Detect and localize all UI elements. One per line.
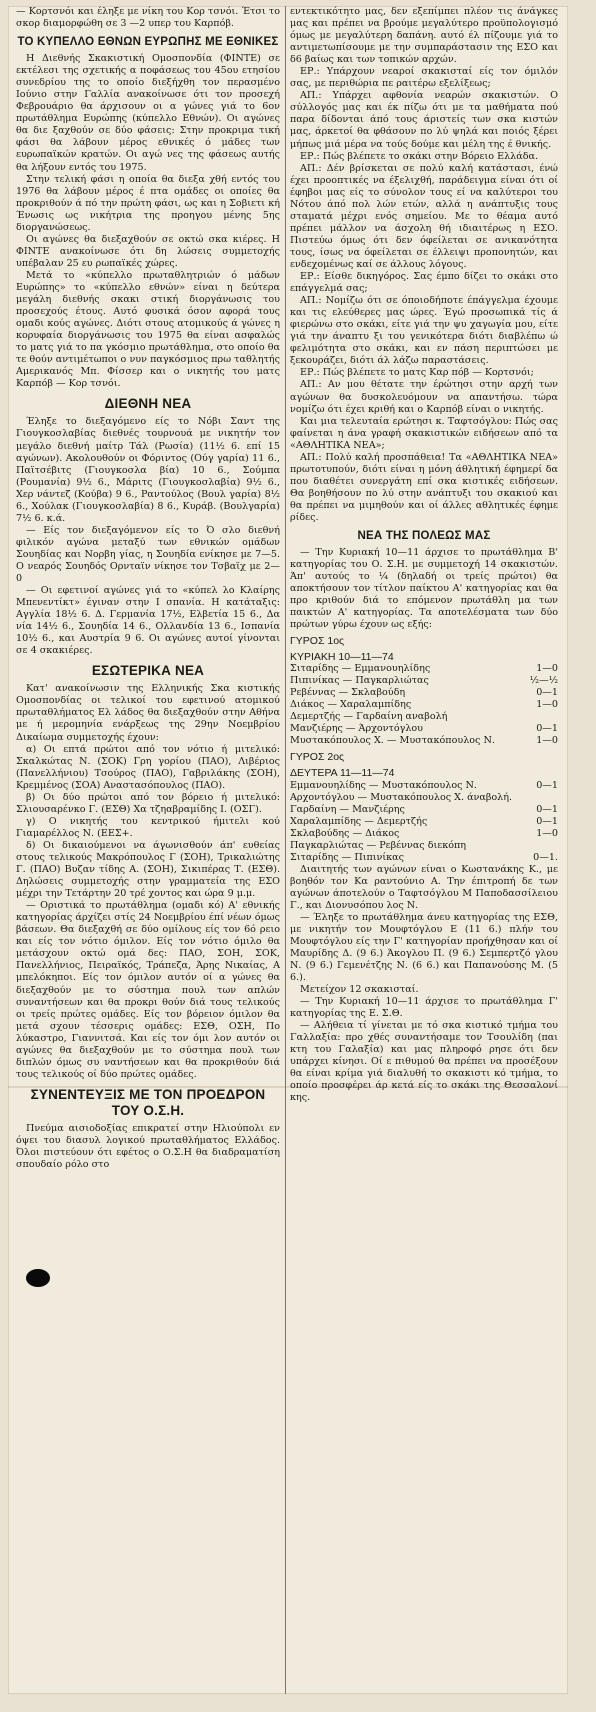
round1-results — [290, 663, 558, 747]
intl-news-headline: ΔΙΕΘΝΗ ΝΕΑ — [104, 396, 192, 412]
game-result-row — [290, 687, 558, 699]
domestic-news-headline: ΕΣΩΤΕΡΙΚΑ ΝΕΑ — [91, 663, 205, 679]
cup-headline: ΤΟ ΚΥΠΕΛΛΟ ΕΘΝΩΝ ΕΥΡΩΠΗΣ ΜΕ ΕΘΝΙΚΕΣ — [17, 36, 279, 49]
game-result-row — [290, 792, 558, 804]
game-pairing: Σιταρίδης — Εμμανουηλίδης — [290, 663, 431, 675]
interview-question: ΕΡ.: Πώς βλέπετε το σκάκι στην Βόρειο Ελλάδα. — [300, 150, 539, 162]
round-date: ΚΥΡΙΑΚΗ 10—11—74 — [290, 651, 394, 664]
game-pairing: Δεμερτζής — Γαρδαίνη αναβολή — [290, 711, 448, 723]
interview-answer: ΑΠ.: Νομίζω ότι σε όποιοδήποτε έπάγγελμα έχουμε και τις ελεύθερες μας ώρες. Έγώ προσωπικά τίς ά φιερώνω στο σκάκι, είτε γιά την ψυ χαγωγία μου, είτε γιά την άναπτυ ξι του γενικότερα διότι διαβλέπω ώ φελιμότητα στο σκάκι, και εν πάση περιπτώσει με ξεκουράζει, διότι άλ λάζω παραστάσεις. — [290, 295, 558, 367]
round-label: ΓΥΡΟΣ 1ος — [290, 635, 345, 648]
game-score — [524, 840, 558, 852]
intl-paragraph: — Οι εφετινοί αγώνες γιά το «κύπελ λο Κλαίρης Μπενεντίκτ» έγιναν στην Ι σπανία. Η κατάταξις: Αγγλία 18½ 6. Δ. Γερμανία 17½, Ελβετία 15 6., Δα νία 14½ 6., Σουηδία 14 6., Ολλανδία 13 6., Ισπανία 10½ 6., και Αυστρία 9 6. Οι αγώνες αυτοί γίνονται σε 4 σκακιέρες. — [16, 585, 280, 657]
intro-text: — Κορτσνόι και έληξε με νίκη του Κορ τσνόι. Έτσι το σκορ διαμορφώθη σε 3 —2 υπερ του Καρπόβ. — [16, 6, 280, 30]
domestic-paragraph: β) Οι δύο πρώτοι από τον βόρειο ή μιτελικό: Σλιουσαρένκο Γ. (ΕΣΘ) Χα τζηαβραμίδης Ι. (ΟΣΓ). — [16, 791, 280, 815]
game-result-row — [290, 663, 558, 675]
interview-headline: ΣΥΝΕΝΤΕΥΞΙΣ ΜΕ ΤΟΝ ΠΡΟΕΔΡΟΝ ΤΟΥ Ο.Σ.Η. — [30, 1086, 266, 1118]
city-paragraph: — Έληξε το πρωτάθλημα άνευ κατηγορίας της ΕΣΘ, με νικητήν τον Μουφτόγλου Ε (11 6.) πλήν του Μουφτόγλου είς την Γ' κατηγορίαν προήχθησαν και οί Μαυρίδης Δ. (9 6.) Άκογλου Π. (9 6.) Σεμπερτζό γλου Ν. (9 6.) Γεμενέτζης Ν. (6 6.) και Παπανούσης Μ. (5 6.). — [290, 911, 558, 983]
game-score: 0—1 — [536, 815, 558, 827]
game-pairing: Χαραλαμπίδης — Δεμερτζής — [290, 815, 428, 827]
game-score: 0—1. — [533, 851, 558, 863]
game-pairing: Σκλαβούδης — Διάκος — [290, 827, 400, 839]
round-date: ΔΕΥΤΕΡΑ 11—11—74 — [290, 767, 395, 780]
intl-paragraph: — Είς τον διεξαγόμενον είς το Ό σλο διεθνή φιλικόν αγώνα μεταξύ των εθνικών ομάδων Σουηδίας και Νορβη γίας, η Σουηδία ενίκησε με 7—5. Ο νεαρός Σουηδός Ορνταϊν νίκησε τον Τσβαϊχ με 2—0 — [16, 524, 280, 585]
interview-question: ΕΡ.: Πώς βλέπετε το ματς Καρ πόβ — Κορτσνόι; — [300, 367, 534, 379]
city-paragraph: Διαιτητής των αγώνων είναι ο Κωστανάκης Κ., με βοηθόν τον Κα ραντούνιο Α. Την έπιτροπή δε των αγώνων άποτελούν ο Ταφτσόγλου Μ Παποδασσίλειου Γ., και Διονυσόπου λος Ν. — [290, 863, 558, 911]
interview-question: ΕΡ.: Είσθε δικηγόρος. Σας έμπο δίζει το σκάκι στο επάγγελμά σας; — [290, 271, 558, 295]
game-pairing: Μανζιέρης — Άρχοντόγλου — [290, 723, 424, 735]
interview-answer: ΑΠ.: Πολύ καλή προσπάθεια! Τα «ΑΘΛΗΤΙΚΑ ΝΕΑ» πρωτοτυπούν, διότι είναι η μόνη άθλητική έφημερί δα που διαθέτει συνεργάτη επί σκα κιστικές ειδήσεων. Θα βοηθήσουν πο λύ στην ανάπτυξι του σκακιού και θα πρέπει να μιμηθούν και οί άλλες αθλητικές έφημε ρίδες. — [290, 451, 558, 523]
column-divider — [285, 6, 286, 1694]
round2-results — [290, 780, 558, 864]
game-score: 1—0 — [536, 735, 558, 747]
game-result-row — [290, 699, 558, 711]
cup-paragraph: Οι αγώνες θα διεξαχθούν σε οκτώ σκα κιέρες. Η ΦΙΝΤΕ ανακοίνωσε ότι δη λώσεις συμμετοχής υπέβαλαν 25 ευ ρωπαϊκές χώρες. — [16, 233, 280, 269]
game-score: ½—½ — [529, 675, 558, 687]
game-result-row — [290, 711, 558, 723]
game-result-row — [290, 735, 558, 747]
game-result-row — [290, 804, 558, 816]
game-result-row — [290, 780, 558, 792]
game-pairing: Σιταρίδης — Πιπινίκας — [290, 851, 404, 863]
city-news-headline: ΝΕΑ ΤΗΣ ΠΟΛΕΩΣ ΜΑΣ — [357, 530, 491, 543]
intl-paragraph: Έληξε το διεξαγόμενο είς το Νόβι Σαντ της Γιουγκοσλαβίας διεθνές τουρνουά με νικητήν τον μεγάλο διεθνή μαίτρ Τάλ (Ρωσία) (11½ 6. επί 15 αγώνων). Ακολουθούν οι Φόριντος (Ούγ γαρία) 11 6., Παϊτσέβιτς (Γιουγκοσλα βία) 10 6., Σούμπα (Ρουμανία) 9½ 6., Μάριτς (Γιουγκοσλαβία) 9½ 6., Χερ νάντεζ (Κούβα) 9 6., Ραντούλος (Βουλ γαρία) 8½ 6., Χούλακ (Γιουγκοσλαβία) 8 6., Κυράβ. (Βουλγαρία) 7½ 6. κ.ά. — [16, 416, 280, 524]
game-result-row — [290, 828, 558, 840]
game-pairing: Εμμανουηλίδης — Μυστακόπουλος Ν. — [290, 779, 477, 791]
game-result-row — [290, 816, 558, 828]
game-pairing: Γαρδαίνη — Μανζιέρης — [290, 803, 405, 815]
city-paragraph: — Την Κυριακή 10—11 άρχισε το πρωτάθλημα Β' κατηγορίας του Ο. Σ.Η. με συμμετοχή 14 σκακιστών. Άπ' αυτούς το ¼ (δηλαδή οι τρείς πρώτοι) θα αποκτήσουν τον τίτλον παίκτου Α' κατηγορίας και θα προ κριθούν διά το επόμενον πρωτάθλη μα των παικτών Α' κατηγορίας. Τα αποτελέσματα των δύο πρώτων γύρω έχουν ως εξής: — [290, 547, 558, 631]
interview-continuation: εντεκτικότητο μας, δεν εξεπίμπει πλέον τις άνάγκες μας και πρέπει να βρούμε μεγαλύτερο προϋπολογισμό όμως με μεγαλύτερη δαπάνη. αυτό έλ πίζουμε γιά το αντιμετωπίσουμε με την συμπαράστασιν της ΕΣΟ και δ6 βαίως και των τοπικών αρχών. — [290, 6, 558, 66]
right-column — [290, 6, 558, 1690]
domestic-paragraph: δ) Οι δικαιούμενοι να άγωνισθούν άπ' ευθείας στους τελικούς Μακρόπουλος Γ (ΣΟΗ), Τρικαλιώτης Γ. (ΠΑΟ) Βυζαν τίδης Α. (ΣΟΗ), Σικιπέρας Τ. (ΕΣΘ). Δηλώσεις συμμετοχής στην γραμματεία της ΕΣΟ μέχρι την Τετάρτην 20 τρέ χοντος και ώρα 9 μ.μ. — [16, 839, 280, 900]
game-score: 0—1 — [536, 779, 558, 791]
game-score: 0—1 — [536, 687, 558, 699]
game-score — [524, 792, 558, 804]
domestic-paragraph: α) Οι επτά πρώτοι από τον νότιο ή μιτελικό: Σκαλκώτας Ν. (ΣΟΚ) Γρη γορίου (ΠΑΟ), Λιβέριος (Πανελλήνιου) Τσούρος (ΠΑΟ), Γαβριλάκης (ΣΟΗ), Κρεμμένος (ΣΟΑ) Αναστασόπουλος (ΠΑΟ). — [16, 743, 280, 791]
ink-stain — [26, 1269, 50, 1287]
newspaper-clipping — [8, 6, 568, 1694]
round-label: ΓΥΡΟΣ 2ος — [290, 751, 345, 764]
game-pairing: Πιπινίκας — Παγκαρλιώτας — [290, 675, 429, 687]
game-score: 1—0 — [536, 827, 558, 839]
game-score — [524, 711, 558, 723]
game-score: 1—0 — [536, 663, 558, 675]
interview-answer: ΑΠ.: Δέν βρίσκεται σε πολύ καλή κατάστασι, ένώ έχει προοπτικές να έξελιχθή, παράδειγμα είναι ότι οί έφηβοι μας είς το σύνολον τους εί να καλύτεροι του Νότου άπό πολ λών ετών, αλλά η ανάπτυξις τους σταματά μέχρι ενός σημείου. Με το θέαμα αυτό πρέπει μάλλον να άσχολη θή ιδιαιτέρως η ΕΣΟ. Πιστεύω όμως ότι δεν όφείλεται σε ανικανότητα τους, ίσως να όφείλεται σε έλλειψι προπονητών, και ενδεχομένως καί σε άλλους λόγους. — [290, 162, 558, 270]
game-result-row — [290, 840, 558, 852]
cup-paragraph: Μετά το «κύπελλο πρωταθλητριών ό μάδων Ευρώπης» το «κύπελλο εθνών» είναι η δεύτερα μεγάλη διεθνής σκακι στική διοργάνωσις του προσεχούς έτους. Αυτό φυσικά όσον αφορά τους ομαδι κούς αγώνες. Διότι στους ατομικούς ά γώνες η κορυφαία διοργάνωσις του 1975 θα είναι ασφαλώς το ματς γιά το πα γκόσμιο πρωτάθλημα, στο οποίο θα τε θούν αντιμέτωποι ο νυν παγκόσμιος πρω ταθλητής Αμερικανός Μπ. Φίσσερ και ο νικητής του ματς Καρπόβ — Κορ τσνόι. — [16, 269, 280, 390]
game-score: 0—1 — [536, 723, 558, 735]
game-pairing: Παγκαρλιώτας — Ρεβέννας διεκόπη — [290, 839, 467, 851]
left-column — [16, 6, 280, 1690]
game-pairing: Διάκος — Χαραλαμπίδης — [290, 699, 412, 711]
domestic-paragraph: Κατ' ανακοίνωσιν της Ελληνικής Σκα κιστικής Ομοσπονδίας οι τελικοί του εφετινού ατομικού πρωταθλήματος Ελ λάδος θα διεξαχθούν στην Αθήνα με ή μερομηνία ενάρξεως της 29ην Νοεμβρίου Δικαίωμα συμμετοχής έχουν: — [16, 683, 280, 743]
cup-paragraph: Στην τελική φάσι η οποία θα διεξα χθή εντός του 1976 θα λάβουν μέρος έ πτα ομάδες οι οποίες θα προκριθούν ά πό την πρώτη φάσι, ως και η Σοβιετι κή Ένωσις ως νικήτρια της προηγου μένης 5ης διοργανώσεως. — [16, 173, 280, 233]
game-score: 1—0 — [536, 699, 558, 711]
interview-answer: ΑΠ.: Υπάρχει αφθονία νεαρών σκακιστών. Ο σύλλογός μας και έκ πίζω ότι με τα μαθήματα πού παρα δίδονται άπό τους άριστείς των σκα κιστών μας, άρκετοί θα φθάσουν πο λύ ψηλά και ποιός ξέρει μήπως μιά μέρα να τούς δούμε και μέλη της έ θνικής. — [290, 90, 558, 150]
interview-question: ΕΡ.: Υπάρχουν νεαροί σκακισταί είς τον όμιλόν σας, με περιθώρια πε ραιτέρω εξελίξεως; — [290, 66, 558, 90]
city-paragraph: — Αλήθεια τί γίνεται με τό σκα κιστικό τμήμα του Γαλλαξία: προ χθές συναντήσαμε τον Τσουλίδη (παι κτη του Γαλαξία) και μας πληροφό ρησε ότι δεν υπάρχει κίνησι. Οί ε πιθυμού θα πρέπει να προσέξουν θα είναι κρίμα γιά διαλυθή το σκακιστι κό τμήμα, το οποίο προσφέρει άρ κετά είς το σκάκι της Θεσσαλονί κης. — [290, 1020, 558, 1104]
city-paragraph: — Την Κυριακή 10—11 άρχισε το πρωτάθλημα Γ' κατηγορίας της Ε. Σ.Θ. — [290, 996, 558, 1020]
city-paragraph: Μετείχον 12 σκακισταί. — [300, 984, 419, 995]
domestic-paragraph: — Οριστικά το πρωτάθλημα (ομαδι κό) Α' εθνικής κατηγορίας άρχίζει στίς 24 Νοεμβρίου έπί νέων όμως βάσεων. Θα διεξαχθή σε δύο ομίλους είς τον 6ό ρειο και είς τον νότιο όμιλον. Είς τον νότιο όμιλο θα μετάσχουν οκτώ ομά δες: ΠΑΟ, ΣΟΗ, ΣΟΚ, Πανελλήνιος, Πειραϊκός, Τράπεζα, Άρης Νικαίας, Α μπελόκηποι. Είς τον όμιλον αυτόν οί α γώνες θα διεξαχθούν με το σύστημα πουλ των απλών συναντήσεων και θα προκρι θούν διά τους τελικούς οι τρείς πρώτες ομάδες. Είς τον βόρειον όμιλον θα μετά σχουν τέσσερις ομάδες: ΕΣΘ, ΟΣΗ, Πο λύκαστρο, Γιαννιτσά. Και είς τον όμι λον αυτόν οι αγώνες θα διεξαχθούν με το σύστημα πουλ των διπλών όμως συ ναντήσεων και θα προκριθούν διά τους τελικούς οί δύο πρώτες ομάδες. — [16, 900, 280, 1080]
game-pairing: Ρεβέννας — Σκλαβούδη — [290, 687, 406, 699]
game-score: 0—1 — [536, 803, 558, 815]
game-result-row — [290, 723, 558, 735]
game-result-row — [290, 852, 558, 864]
game-pairing: Αρχοντόγλου — Μυστακόπουλος Χ. άναβολή. — [290, 791, 513, 803]
game-pairing: Μυστακόπουλος Χ. — Μυστακόπουλος Ν. — [290, 735, 495, 747]
interview-answer: ΑΠ.: Αν μου θέτατε την έρώτησι στην αρχή των αγώνων θα δυσκολευόμουν να απαντήσω. τώρα νομίζω ότι έχει κριθή και ο Καρπόβ είναι ο νικητής. — [290, 379, 558, 415]
cup-paragraph: Η Διεθνής Σκακιστική Ομοσπονδία (ΦΙΝΤΕ) σε εκτέλεσι της σχετικής α ποφάσεως του 45ου ετησίου συνεδρίου της το οποίο διεξήχθη τον περασμένο Ιούνιο στην Γαλλία ανακοίνωσε ότι τον προσεχή Φεβρουάριο θα άρχισουν οι α γώνες γιά το 6ον πρωτάθλημα Ευρώπης (κύπελλο Εθνών). Οι αγώνες θα διε ξαχθούν σε δύο φάσεις: Στην προκριμα τική φάσι θα λάβουν μέρος εθνικές ό μάδες των ευρωπαϊκών κρατών. Οι αγώ νες της φάσεως αυτής θα λήξουν εντός του 1975. — [16, 53, 280, 173]
interview-paragraph: Πνεύμα αισιοδοξίας επικρατεί στην Ηλιούπολι εν όψει του διασυλ λογικού πρωταθλήματος Ελλάδος. Όλοι πιστεύουν ότι εφέτος ο Ο.Σ.Η θα διαδραματίση σπουδαίο ρόλο στο — [16, 1122, 280, 1171]
interview-question: Και μια τελευταία ερώτησι κ. Ταφτσόγλου: Πώς σας φαίνεται η άνα γραφή σκακιστικών ειδήσεων από τα «ΑΘΛΗΤΙΚΑ ΝΕΑ»; — [290, 415, 558, 451]
domestic-paragraph: γ) Ο νικητής του κεντρικού ήμιτελι κού Γιαμαρέλλος Ν. (ΕΕΣ+. — [16, 815, 280, 839]
game-result-row — [290, 675, 558, 687]
